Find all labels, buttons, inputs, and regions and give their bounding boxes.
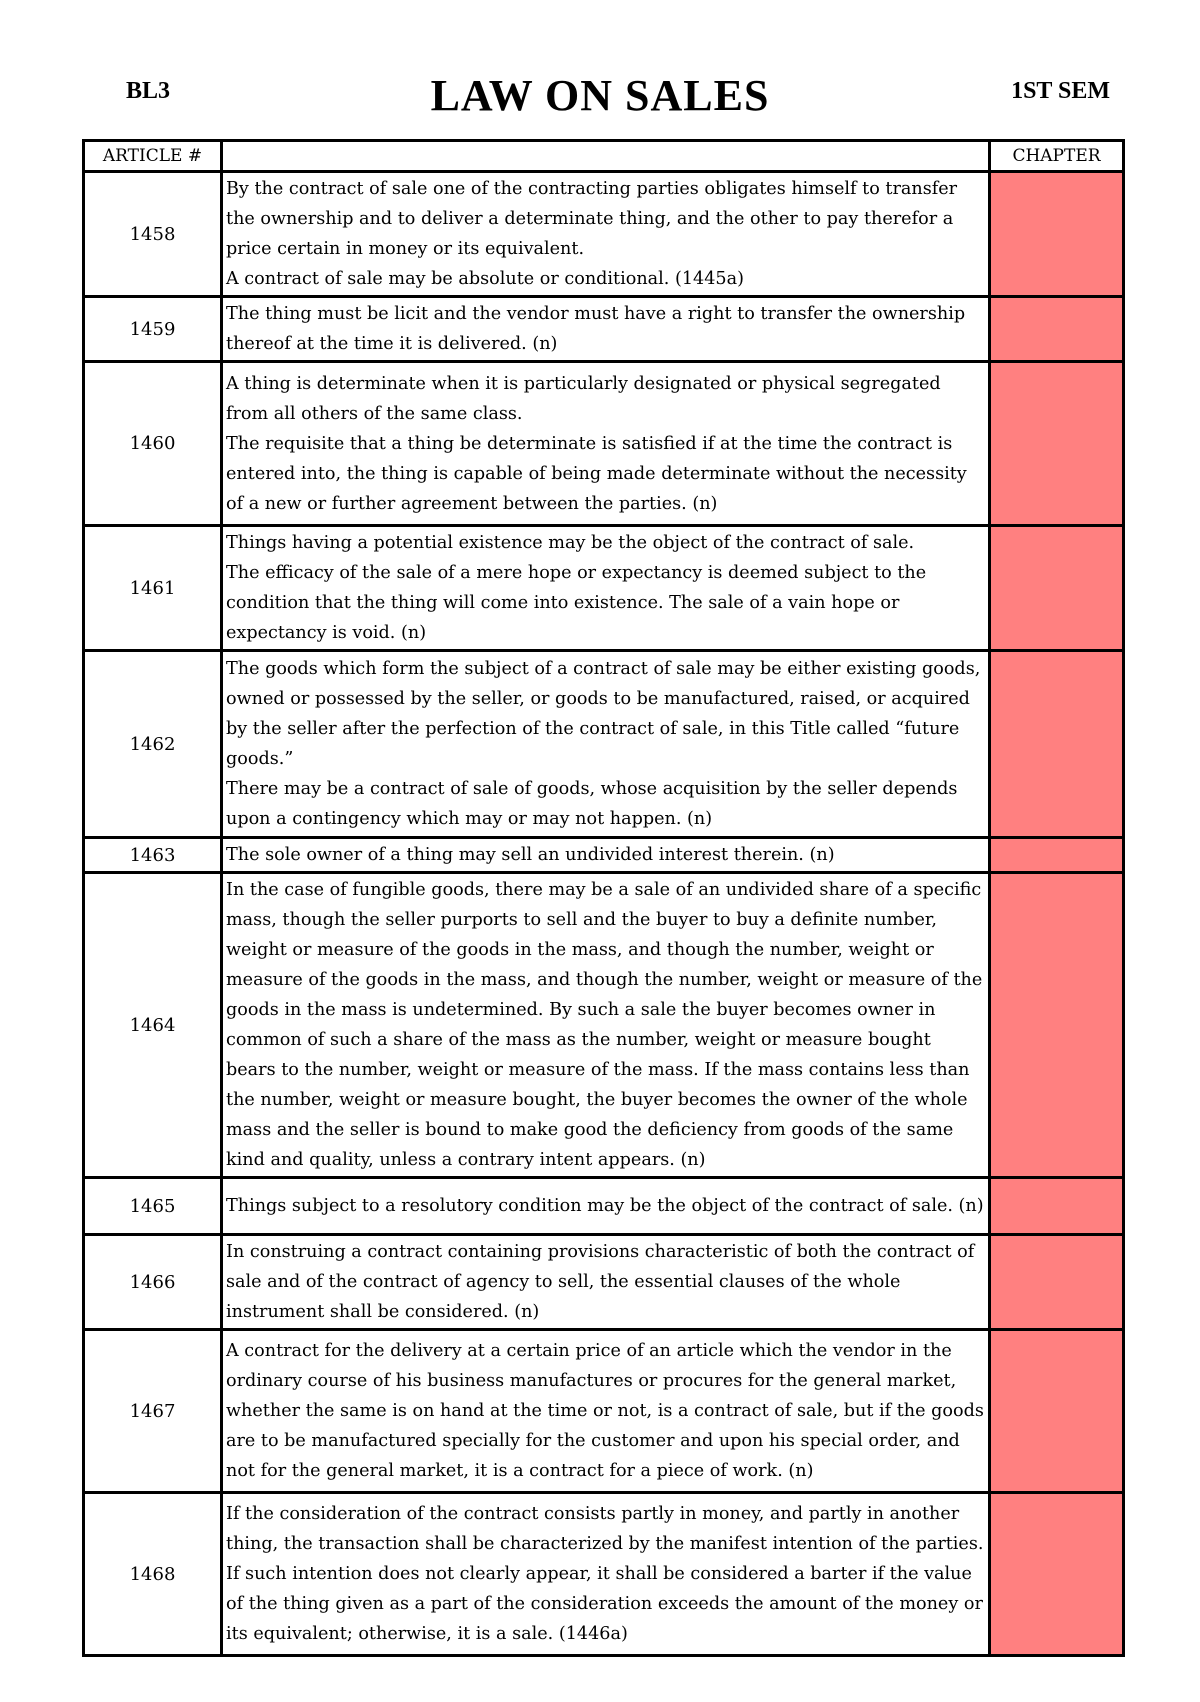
chapter-cell [990, 362, 1124, 526]
chapter-cell [990, 1178, 1124, 1235]
article-column-header: ARTICLE # [84, 141, 222, 172]
table-header-row [84, 141, 1124, 172]
table-row [84, 1493, 1124, 1656]
table-row [84, 651, 1124, 838]
article-text [222, 838, 990, 873]
article-number: 1465 [84, 1178, 222, 1235]
chapter-cell [990, 1493, 1124, 1656]
article-paragraph: A contract of sale may be absolute or conditional. (1445a) [226, 269, 744, 289]
articles-table [82, 139, 1125, 1657]
article-paragraph: In construing a contract containing provisions characteristic of both the contract of sale and of the contract of agency to sell, the essential clauses of the whole instrument shall be considered. (n) [226, 1242, 975, 1322]
semester-label: 1ST SEM [1011, 78, 1110, 104]
article-text [222, 1493, 990, 1656]
article-text [222, 362, 990, 526]
article-number: 1460 [84, 362, 222, 526]
table-row [84, 172, 1124, 297]
chapter-cell [990, 1330, 1124, 1493]
table-row [84, 1330, 1124, 1493]
article-number: 1461 [84, 526, 222, 651]
table-row [84, 873, 1124, 1178]
article-paragraph: A thing is determinate when it is particularly designated or physical segregated from all others of the same class. [226, 373, 941, 424]
article-text [222, 1178, 990, 1235]
table-row [84, 1235, 1124, 1330]
article-number: 1466 [84, 1235, 222, 1330]
article-paragraph: The efficacy of the sale of a mere hope or expectancy is deemed subject to the condition that the thing will come into existence. The sale of a vain hope or expectancy is void. (n) [226, 563, 927, 643]
article-text [222, 873, 990, 1178]
page-title: LAW ON SALES [430, 71, 770, 120]
article-text [222, 1235, 990, 1330]
article-paragraph: In the case of fungible goods, there may be a sale of an undivided share of a specific mass, though the seller purports to sell and the buyer to buy a definite number, weight or measure of the goods in the mass, and though the number, weight or measure of the goods in the mass, and though the number, weight or measure of the goods in the mass is undetermined. By such a sale the buyer becomes owner in common of such a share of the mass as the number, weight or measure bought bears to the number, weight or measure of the mass. If the mass contains less than the number, weight or measure bought, the buyer becomes the owner of the whole mass and the seller is bound to make good the deficiency from goods of the same kind and quality, unless a contrary intent appears. (n) [226, 880, 983, 1170]
article-text [222, 526, 990, 651]
article-paragraph: Things having a potential existence may be the object of the contract of sale. [226, 533, 915, 553]
article-text [222, 172, 990, 297]
article-paragraph: The goods which form the subject of a contract of sale may be either existing goods, owned or possessed by the seller, or goods to be manufactured, raised, or acquired by the seller after the perfection of the contract of sale, in this Title called “future goods.” [226, 659, 981, 769]
article-paragraph: There may be a contract of sale of goods, whose acquisition by the seller depends upon a contingency which may or may not happen. (n) [226, 779, 958, 829]
article-number: 1459 [84, 297, 222, 362]
article-paragraph: The requisite that a thing be determinate is satisfied if at the time the contract is entered into, the thing is capable of being made determinate without the necessity of a new or further agreement between the parties. (n) [226, 433, 967, 514]
chapter-cell [990, 838, 1124, 873]
article-paragraph: By the contract of sale one of the contracting parties obligates himself to transfer the ownership and to deliver a determinate thing, and the other to pay therefor a price certain in money or its equivalent. [226, 179, 958, 259]
article-number: 1467 [84, 1330, 222, 1493]
article-number: 1463 [84, 838, 222, 873]
article-paragraph: A contract for the delivery at a certain price of an article which the vendor in the ordinary course of his business manufactures or procures for the general market, whether the same is on hand at the time or not, is a contract of sale, but if the goods are to be manufactured specially for the customer and upon his special order, and not for the general market, it is a contract for a piece of work. (n) [226, 1341, 984, 1481]
page-header [0, 70, 1200, 130]
chapter-cell [990, 172, 1124, 297]
article-text [222, 1330, 990, 1493]
table-row [84, 297, 1124, 362]
table-row [84, 1178, 1124, 1235]
text-column-header [222, 141, 990, 172]
chapter-column-header: CHAPTER [990, 141, 1124, 172]
article-paragraph: The sole owner of a thing may sell an undivided interest therein. (n) [226, 845, 835, 865]
table-body [84, 172, 1124, 1656]
table-row [84, 838, 1124, 873]
table-row [84, 526, 1124, 651]
article-number: 1462 [84, 651, 222, 838]
chapter-cell [990, 297, 1124, 362]
chapter-cell [990, 651, 1124, 838]
chapter-cell [990, 873, 1124, 1178]
article-number: 1458 [84, 172, 222, 297]
article-paragraph: Things subject to a resolutory condition may be the object of the contract of sale. (n) [226, 1196, 984, 1216]
article-paragraph: If the consideration of the contract consists partly in money, and partly in another thing, the transaction shall be characterized by the manifest intention of the parties. If such intention does not clearly appear, it shall be considered a barter if the value of the thing given as a part of the consideration exceeds the amount of the money or its equivalent; otherwise, it is a sale. (1446a) [226, 1504, 984, 1644]
article-number: 1468 [84, 1493, 222, 1656]
article-paragraph: The thing must be licit and the vendor must have a right to transfer the ownership thereof at the time it is delivered. (n) [226, 304, 966, 354]
article-text [222, 297, 990, 362]
article-text [222, 651, 990, 838]
chapter-cell [990, 526, 1124, 651]
table-row [84, 362, 1124, 526]
article-number: 1464 [84, 873, 222, 1178]
course-code: BL3 [126, 78, 171, 104]
chapter-cell [990, 1235, 1124, 1330]
